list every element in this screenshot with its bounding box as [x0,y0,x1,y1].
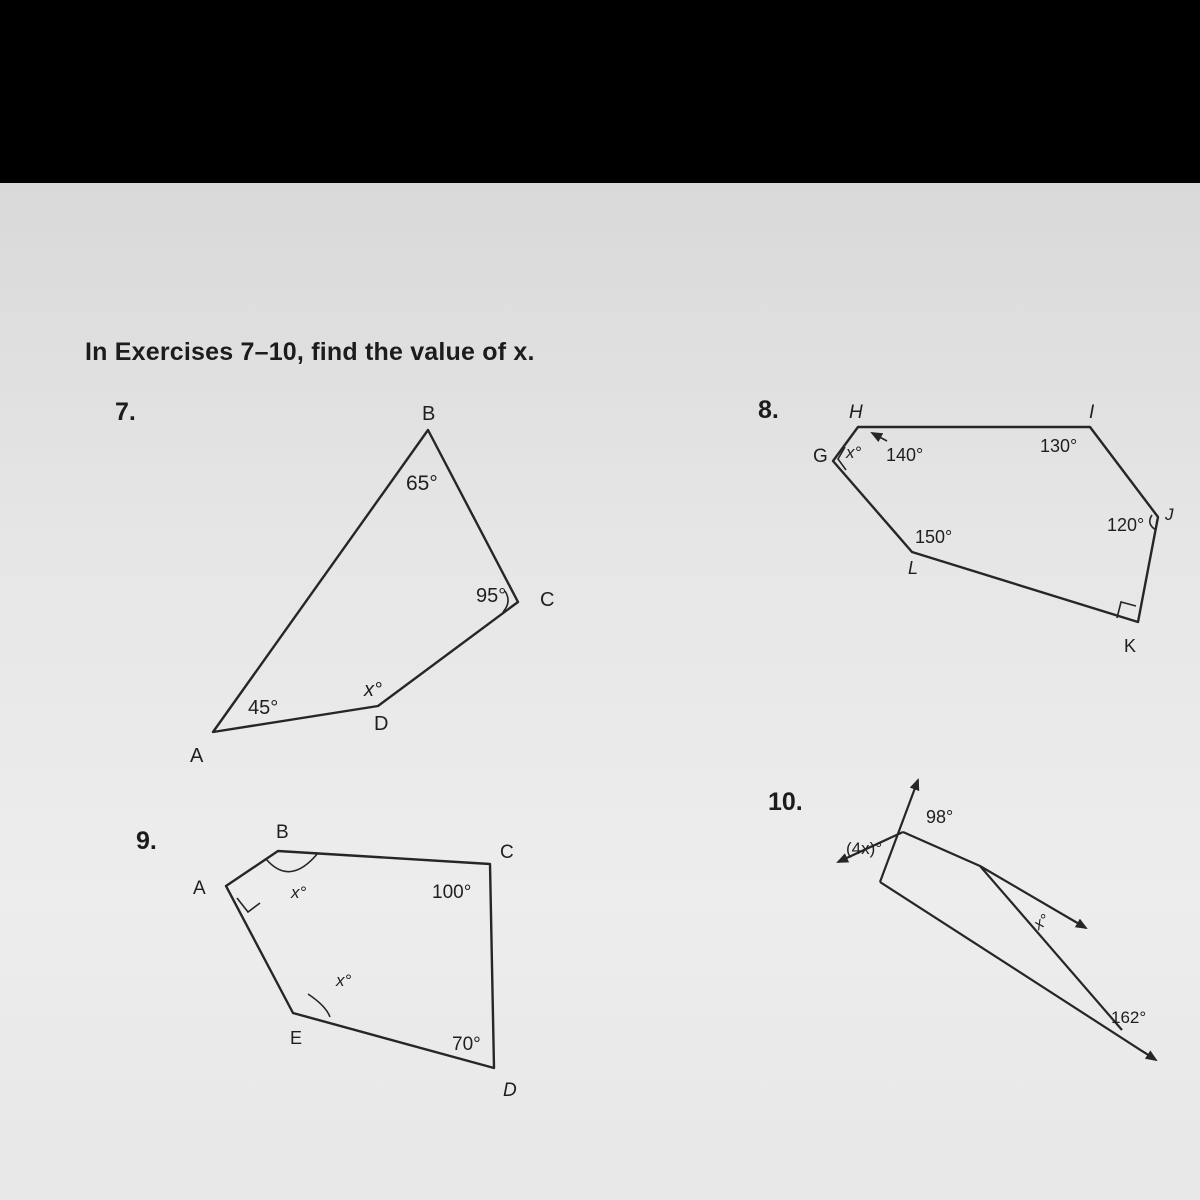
vertex-label-k: K [1124,636,1137,656]
angle-4x-value: (4x)° [846,839,883,858]
vertex-label-g: G [813,446,828,467]
exercise-9-figure [193,822,517,1101]
angle-162-value: 162° [1111,1008,1147,1027]
angle-j-value: 120° [1107,515,1145,535]
vertex-label-j: J [1165,505,1174,524]
angle-h-pointer [872,433,887,441]
angle-e-value: x° [336,971,352,990]
vertex-label-a: A [193,878,206,899]
angle-98-value: 98° [926,807,954,827]
angle-x-value: x° [1031,911,1053,934]
angle-i-value: 130° [1040,436,1078,456]
instruction-heading: In Exercises 7–10, find the value of x. [85,338,535,366]
angle-c-value: 100° [432,882,472,903]
vertex-label-c: C [540,589,555,611]
vertex-label-b: B [276,822,289,843]
exercise-7-number: 7. [115,398,136,426]
vertex-label-i: I [1089,402,1095,423]
angle-d-value: x° [364,679,382,701]
angle-b-arc [266,853,318,872]
vertex-label-c: C [500,842,514,863]
vertex-label-e: E [290,1028,303,1048]
vertex-label-d: D [503,1080,517,1101]
angle-g-value: x° [846,443,862,462]
vertex-label-h: H [849,402,863,423]
right-angle-a-mark [237,898,260,912]
exercise-8-figure [813,402,1174,656]
vertex-label-d: D [374,713,389,735]
angle-l-value: 150° [915,527,953,547]
angle-b-value: x° [291,883,307,902]
inner-segments [903,832,1122,1030]
vertex-label-l: L [908,558,919,578]
angle-c-value: 95° [476,585,507,607]
angle-h-value: 140° [886,445,924,465]
angle-b-value: 65° [406,472,438,495]
angle-d-value: 70° [452,1034,481,1055]
vertex-label-b: B [422,403,436,425]
transversal-ray [880,780,918,882]
angle-e-arc [308,994,330,1017]
exercise-7-figure [190,403,554,767]
exercise-8-number: 8. [758,396,779,424]
vertex-label-a: A [190,745,204,767]
angle-a-value: 45° [248,697,279,719]
exercise-10-number: 10. [768,788,803,816]
exercise-9-number: 9. [136,827,157,855]
exercise-10-figure [838,780,1156,1060]
